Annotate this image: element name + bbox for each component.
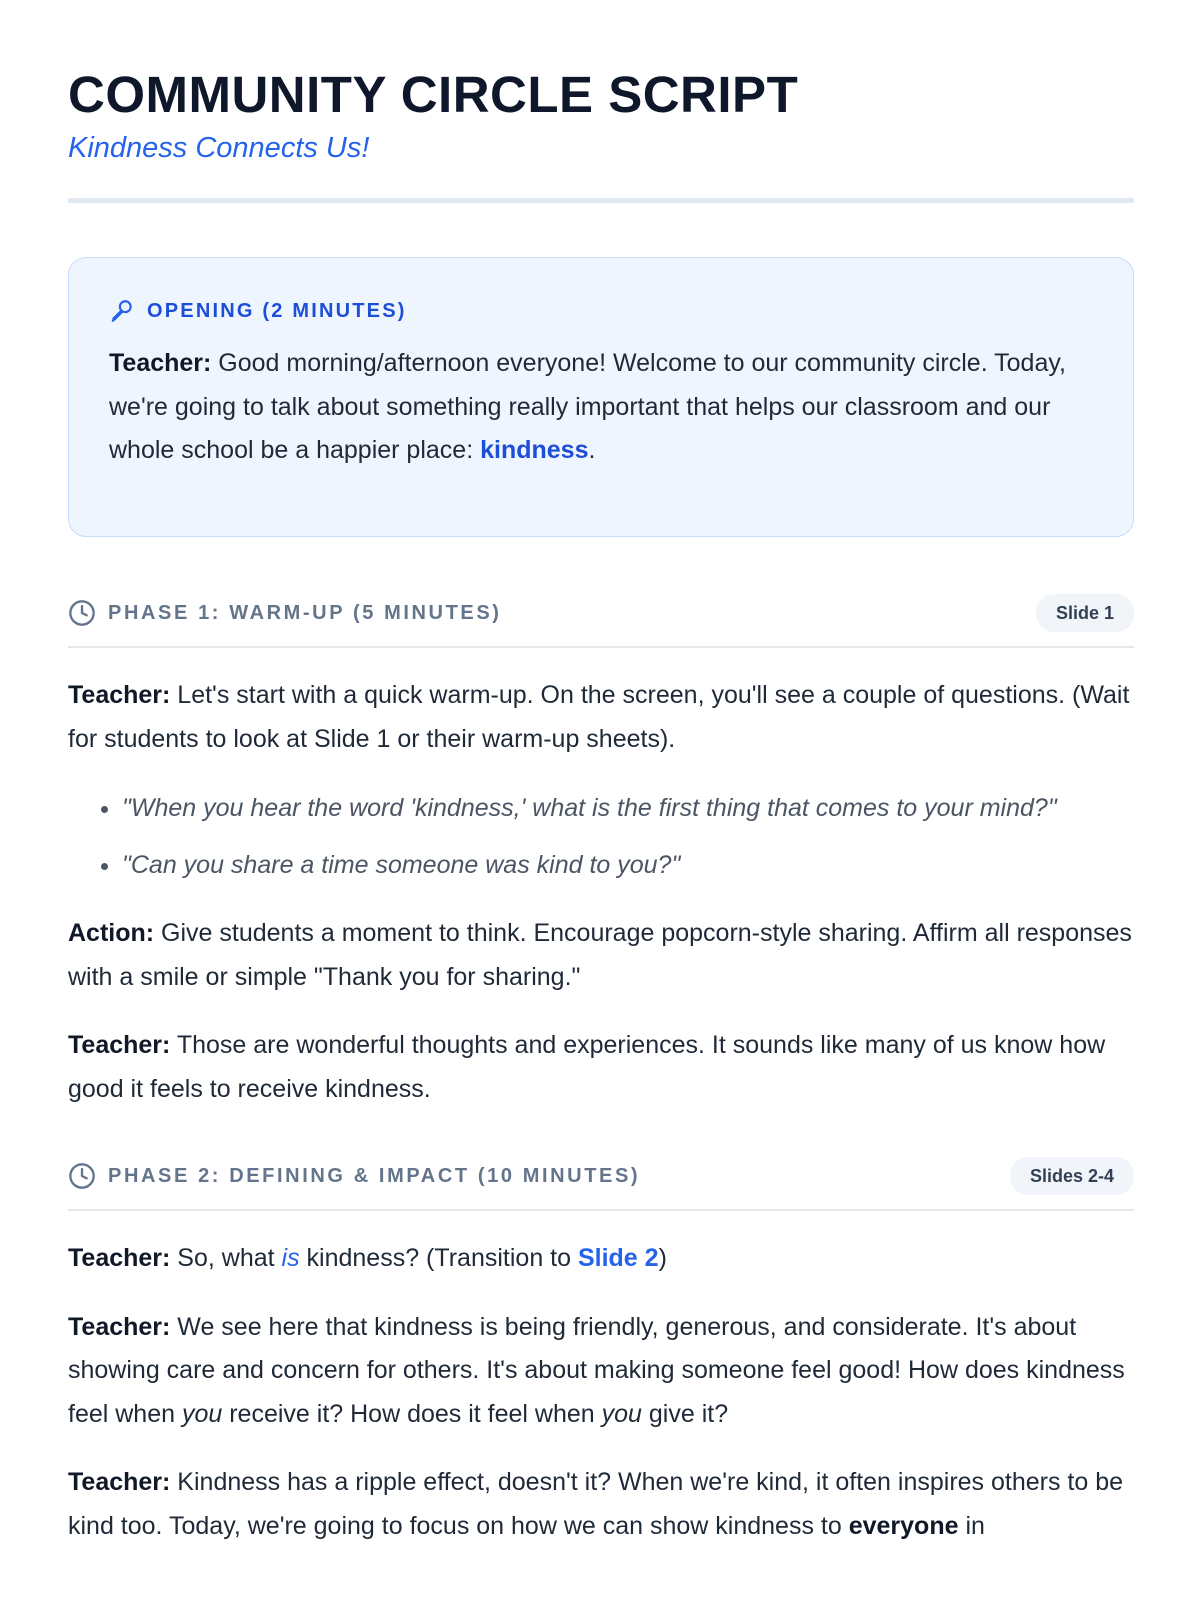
emphasis-you: you	[601, 1399, 642, 1428]
phase-1-section	[68, 592, 1134, 1111]
action-label: Action:	[68, 919, 155, 947]
phase-1-header	[68, 592, 1134, 648]
paragraph-text: give it?	[641, 1399, 729, 1428]
emphasis-you: you	[181, 1399, 223, 1428]
page-header	[68, 0, 1134, 203]
slide-badge: Slide 1	[1036, 594, 1134, 632]
paragraph-text: Those are wonderful thoughts and experiences. It sounds like many of us know how good it feels to receive kindness.	[68, 1031, 1106, 1103]
paragraph-text: )	[658, 1244, 667, 1272]
paragraph-text: receive it? How does it feel when	[222, 1399, 602, 1428]
page-title: COMMUNITY CIRCLE SCRIPT	[68, 66, 799, 123]
question-item: • "Can you share a time someone was kind to you?"	[122, 844, 1134, 888]
opening-heading	[109, 296, 1093, 326]
action-text: Give students a moment to think. Encourage popcorn-style sharing. Affirm all responses with a smile or simple "Thank you for sharing."	[68, 919, 1132, 991]
speaker-label: Teacher:	[68, 1031, 171, 1059]
paragraph-text: So, what	[170, 1244, 282, 1272]
phase-2-paragraph-1	[68, 1237, 1134, 1281]
clock-icon	[68, 599, 96, 627]
page-subtitle: Kindness Connects Us!	[68, 132, 370, 164]
phase-2-header	[68, 1155, 1134, 1211]
slide-2-link[interactable]: Slide 2	[577, 1244, 659, 1272]
phase-1-body	[68, 674, 1134, 1111]
question-item: • "When you hear the word 'kindness,' what is the first thing that comes to your mind?"	[122, 787, 1134, 831]
opening-heading-label: OPENING (2 MINUTES)	[147, 299, 407, 322]
opening-card	[68, 257, 1134, 537]
paragraph-text: Let's start with a quick warm-up. On the screen, you'll see a couple of questions. (Wait for students to look at Slide 1 or their warm-up sheets).	[68, 681, 1130, 753]
phase-2-heading: PHASE 2: DEFINING & IMPACT (10 MINUTES)	[108, 1164, 641, 1187]
speaker-label: Teacher:	[109, 349, 212, 377]
slides-badge: Slides 2-4	[1010, 1157, 1134, 1195]
phase-1-heading: PHASE 1: WARM-UP (5 MINUTES)	[108, 601, 502, 624]
microphone-icon	[109, 298, 135, 324]
phase-2-paragraph-2	[68, 1306, 1134, 1437]
speaker-label: Teacher:	[68, 1244, 171, 1272]
phase-1-paragraph-1	[68, 674, 1134, 761]
paragraph-text: kindness? (Transition to	[299, 1244, 578, 1272]
paragraph-text: Kindness has a ripple effect, doesn't it? When we're kind, it often inspires others to be kind too. Today, we're going to focus on how we can show kindness to	[68, 1468, 1124, 1540]
kindness-highlight: kindness	[480, 436, 589, 464]
opening-text: Good morning/afternoon everyone! Welcome to our community circle. Today, we're going to talk about something really important that helps our classroom and our whole school be a happier place:	[109, 349, 1066, 464]
speaker-label: Teacher:	[68, 1468, 171, 1496]
speaker-label: Teacher:	[68, 681, 171, 709]
opening-paragraph	[109, 342, 1093, 473]
emphasis-everyone: everyone	[848, 1511, 959, 1540]
opening-end: .	[588, 436, 596, 464]
phase-2-paragraph-3	[68, 1461, 1134, 1548]
phase-2-section	[68, 1155, 1134, 1548]
header-divider	[68, 198, 1134, 203]
paragraph-text: in	[958, 1511, 985, 1540]
action-paragraph	[68, 912, 1134, 999]
phase-1-paragraph-2	[68, 1024, 1134, 1111]
clock-icon	[68, 1162, 96, 1190]
warm-up-questions	[68, 787, 1134, 887]
speaker-label: Teacher:	[68, 1312, 171, 1341]
emphasis-is: is	[281, 1244, 300, 1272]
paragraph-text: We see here that kindness is being friendly, generous, and considerate. It's about showing care and concern for others. It's about making someone feel good! How does kindness feel when	[68, 1312, 1125, 1428]
phase-2-body	[68, 1237, 1134, 1548]
